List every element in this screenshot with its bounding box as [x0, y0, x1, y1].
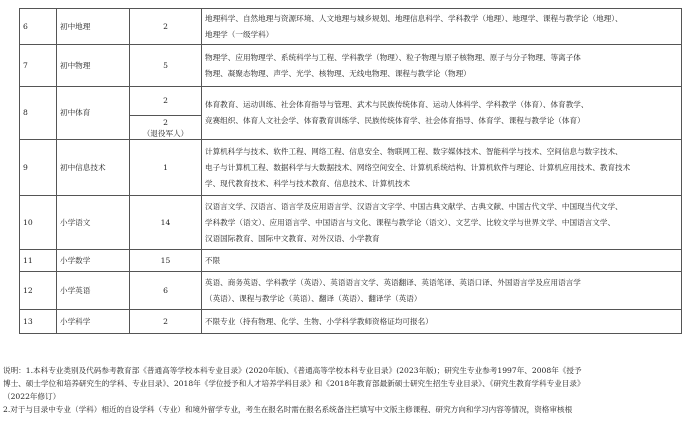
majors-cell [202, 250, 682, 272]
majors-line: 体育教育、运动训练、社会体育指导与管理、武术与民族传统体育、运动人体科学、学科教学（体育）、体育教学、 [205, 100, 589, 109]
majors-line: 英语、商务英语、学科教学（英语）、英语语言文学、英语翻译、英语笔译、英语口译、外国语言学及应用语言学 [205, 277, 581, 287]
note-line: 2.对于与目录中专业（学科）相近的自设学科（专业）和境外留学专业，考生在报名时需在报名系统备注栏填写中文版主修课程、研究方向和学习内容等情况，资格审核根 [3, 405, 573, 414]
count-cell: 2 [130, 9, 202, 45]
majors-line: 学科教学（语文）、应用语言学、中国语言与文化、课程与教学论（语文）、文艺学、比较文学与世界文学、中国语言文学、 [205, 217, 616, 227]
table-row [20, 140, 682, 196]
table-row [20, 45, 682, 87]
subject-cell: 小学英语 [57, 272, 130, 310]
majors-cell [202, 310, 682, 334]
subject-cell: 初中体育 [57, 87, 130, 140]
subject-cell: 小学数学 [57, 250, 130, 272]
table-row [20, 9, 682, 45]
table-row [20, 196, 682, 250]
row-number: 12 [20, 272, 57, 310]
count-cell: 14 [130, 196, 202, 250]
count-cell: 2 [130, 310, 202, 334]
row-number: 9 [20, 140, 57, 196]
majors-line: 不限专业（持有物理、化学、生物、小学科学教师资格证均可报名） [205, 316, 433, 326]
majors-cell [202, 87, 682, 140]
majors-line: 物理学、应用物理学、系统科学与工程、学科教学（物理）、粒子物理与原子核物理、原子与分子物理、等离子体 [205, 52, 581, 62]
row-number: 13 [20, 310, 57, 334]
row-number: 6 [20, 9, 57, 45]
majors-line: 学、现代教育技术、科学与技术教育、信息技术、计算机技术 [205, 178, 411, 188]
note-line: 说明：1.本科专业类别及代码参考教育部《普通高等学校本科专业目录》(2020年版)、《普通高等学校本科专业目录》(2023年版)；研究生专业参考1997年、2008年《授予 [3, 366, 582, 375]
subject-cell: 初中物理 [57, 45, 130, 87]
note-line: （2022年修订） [3, 392, 61, 401]
count-veterans-value: 2 [163, 118, 168, 127]
row-number: 10 [20, 196, 57, 250]
majors-cell [202, 9, 682, 45]
row-number: 8 [20, 87, 57, 140]
majors-line: 物理、凝聚态物理、声学、光学、核物理、无线电物理、课程与教学论（物理） [205, 68, 471, 78]
table-row [20, 310, 682, 334]
majors-line: 电子与计算机工程、数据科学与大数据技术、网络空间安全、计算机系统结构、计算机软件与理论、计算机应用技术、教育技术 [205, 162, 631, 172]
majors-line: 汉语国际教育、国际中文教育、对外汉语、小学教育 [205, 233, 380, 243]
count-cell: 6 [130, 272, 202, 310]
count-cell: 15 [130, 250, 202, 272]
majors-line: 不限 [205, 255, 221, 265]
subject-cell: 初中信息技术 [57, 140, 130, 196]
majors-cell [202, 272, 682, 310]
majors-cell [202, 196, 682, 250]
majors-cell [202, 45, 682, 87]
count-cell: 5 [130, 45, 202, 87]
positions-table [19, 8, 682, 334]
row-number: 7 [20, 45, 57, 87]
table-row [20, 87, 682, 140]
subject-cell: 小学科学 [57, 310, 130, 334]
row-number: 11 [20, 250, 57, 272]
count-cell [130, 87, 202, 140]
note-line: 博士、硕士学位和培养研究生的学科、专业目录》、2018年《学位授予和人才培养学科目录》和《2018年教育部最新硕士研究生招生专业目录》、《研究生教育学科专业目录》 [3, 379, 585, 388]
majors-line: 计算机科学与技术、软件工程、网络工程、信息安全、物联网工程、数字媒体技术、智能科学与技术、空间信息与数字技术、 [205, 146, 623, 156]
majors-line: 地理学（一级学科） [205, 29, 274, 39]
subject-cell: 初中地理 [57, 9, 130, 45]
subject-cell: 小学语文 [57, 196, 130, 250]
majors-line: 地理科学、自然地理与资源环境、人文地理与城乡规划、地理信息科学、学科教学（地理）、地理学、课程与教学论（地理）、 [205, 13, 623, 23]
count-veterans [130, 116, 201, 139]
majors-line: 汉语言文学、汉语言、语言学及应用语言学、汉语言文字学、中国古典文献学、古典文献、中国古代文学、中国现当代文学、 [205, 201, 623, 211]
table-row [20, 250, 682, 272]
majors-line: 竞赛组织、体育人文社会学、体育教育训练学、民族传统体育学、社会体育指导、体育学、课程与教学论（体育） [205, 116, 585, 125]
majors-line: （英语）、课程与教学论（英语）、翻译（英语）、翻译学（英语） [205, 293, 422, 303]
majors-cell [202, 140, 682, 196]
count-veterans-note: （退役军人） [142, 129, 189, 138]
notes-section [3, 364, 697, 416]
table-row [20, 272, 682, 310]
count-cell: 1 [130, 140, 202, 196]
count-value: 2 [130, 87, 201, 116]
